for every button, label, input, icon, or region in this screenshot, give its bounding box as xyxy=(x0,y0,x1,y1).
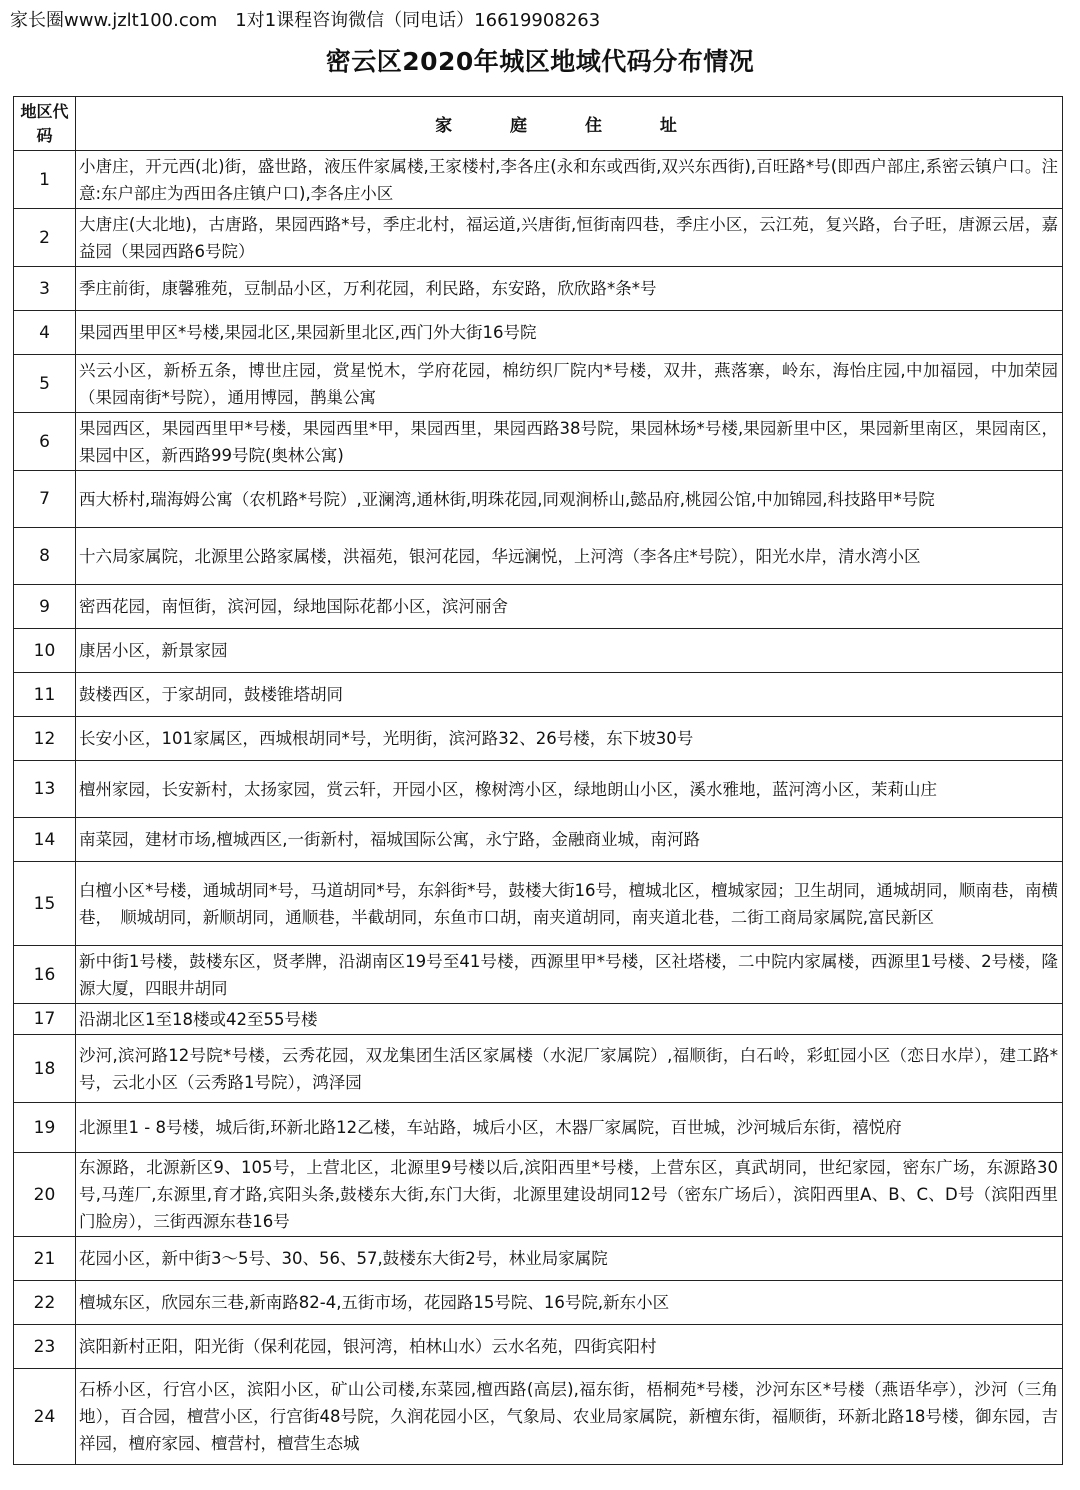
table-row xyxy=(14,151,1063,209)
address-cell: 康居小区，新景家园 xyxy=(76,629,1063,673)
area-code-cell: 7 xyxy=(14,471,76,528)
area-code-cell: 13 xyxy=(14,761,76,818)
address-cell: 西大桥村,瑞海姆公寓（农机路*号院）,亚澜湾,通林街,明珠花园,同观涧桥山,懿品府,桃园公馆,中加锦园,科技路甲*号院 xyxy=(76,471,1063,528)
area-code-cell: 22 xyxy=(14,1281,76,1325)
table-row xyxy=(14,946,1063,1004)
address-cell: 东源路，北源新区9、105号，上营北区，北源里9号楼以后,滨阳西里*号楼，上营东区，真武胡同，世纪家园，密东广场，东源路30号,马莲厂,东源里,育才路,宾阳头条,鼓楼东大街,东门大街，北源里建设胡同12号（密东广场后），滨阳西里A、B、C、D号（滨阳西里门脸房），三街西源东巷16号 xyxy=(76,1153,1063,1237)
area-code-cell: 16 xyxy=(14,946,76,1004)
area-code-cell: 24 xyxy=(14,1369,76,1465)
table-row xyxy=(14,413,1063,471)
area-code-cell: 14 xyxy=(14,818,76,862)
address-cell: 果园西区，果园西里甲*号楼，果园西里*甲，果园西里，果园西路38号院，果园林场*号楼,果园新里中区，果园新里南区，果园南区，果园中区，新西路99号院(奥林公寓) xyxy=(76,413,1063,471)
document-title: 密云区2020年城区地域代码分布情况 xyxy=(325,47,755,76)
address-cell: 鼓楼西区，于家胡同，鼓楼锥塔胡同 xyxy=(76,673,1063,717)
area-code-cell: 8 xyxy=(14,528,76,585)
address-cell: 小唐庄，开元西(北)街，盛世路，液压件家属楼,王家楼村,李各庄(永和东或西街,双兴东西街),百旺路*号(即西户部庄,系密云镇户口。注意:东户部庄为西田各庄镇户口),李各庄小区 xyxy=(76,151,1063,209)
table-row xyxy=(14,1325,1063,1369)
table-row xyxy=(14,355,1063,413)
address-cell: 季庄前街，康馨雅苑，豆制品小区，万利花园，利民路，东安路，欣欣路*条*号 xyxy=(76,267,1063,311)
area-code-cell: 19 xyxy=(14,1103,76,1153)
area-code-cell: 1 xyxy=(14,151,76,209)
address-cell: 檀州家园，长安新村，太扬家园，赏云轩，开园小区，橡树湾小区，绿地朗山小区，溪水雅地，蓝河湾小区，茉莉山庄 xyxy=(76,761,1063,818)
address-cell: 石桥小区，行宫小区，滨阳小区，矿山公司楼,东菜园,檀西路(高层),福东街，梧桐苑*号楼，沙河东区*号楼（燕语华亭），沙河（三角地），百合园，檀营小区，行宫街48号院，久润花园小区，气象局、农业局家属院，新檀东街，福顺街，环新北路18号楼，御东园，吉祥园，檀府家园、檀营村，檀营生态城 xyxy=(76,1369,1063,1465)
table-row xyxy=(14,673,1063,717)
area-code-cell: 9 xyxy=(14,585,76,629)
table-row xyxy=(14,761,1063,818)
area-code-cell: 21 xyxy=(14,1237,76,1281)
area-code-cell: 4 xyxy=(14,311,76,355)
address-cell: 新中街1号楼，鼓楼东区，贤孝牌，沿湖南区19号至41号楼，西源里甲*号楼，区社塔楼，二中院内家属楼，西源里1号楼、2号楼，隆源大厦，四眼井胡同 xyxy=(76,946,1063,1004)
address-cell: 沿湖北区1至18楼或42至55号楼 xyxy=(76,1004,1063,1035)
area-code-cell: 20 xyxy=(14,1153,76,1237)
address-cell: 大唐庄(大北地)，古唐路，果园西路*号，季庄北村，福运道,兴唐街,恒街南四巷，季庄小区，云江苑，复兴路，台子旺，唐源云居，嘉益园（果园西路6号院） xyxy=(76,209,1063,267)
table-row xyxy=(14,1237,1063,1281)
table-row xyxy=(14,629,1063,673)
table-row xyxy=(14,1369,1063,1465)
area-code-cell: 3 xyxy=(14,267,76,311)
area-code-cell: 15 xyxy=(14,862,76,946)
address-cell: 檀城东区，欣园东三巷,新南路82-4,五街市场，花园路15号院、16号院,新东小区 xyxy=(76,1281,1063,1325)
table-row xyxy=(14,717,1063,761)
area-code-cell: 12 xyxy=(14,717,76,761)
column-header-area-code: 地区代码 xyxy=(14,97,76,151)
table-row xyxy=(14,1035,1063,1103)
area-code-cell: 23 xyxy=(14,1325,76,1369)
address-cell: 滨阳新村正阳，阳光街（保利花园，银河湾，柏林山水）云水名苑，四街宾阳村 xyxy=(76,1325,1063,1369)
table-row xyxy=(14,471,1063,528)
table-row xyxy=(14,1004,1063,1035)
address-cell: 花园小区，新中街3～5号、30、56、57,鼓楼东大街2号，林业局家属院 xyxy=(76,1237,1063,1281)
area-code-cell: 18 xyxy=(14,1035,76,1103)
address-cell: 密西花园，南恒街，滨河园，绿地国际花都小区，滨河丽舍 xyxy=(76,585,1063,629)
table-row xyxy=(14,585,1063,629)
area-code-table xyxy=(13,96,1063,1465)
table-row xyxy=(14,209,1063,267)
table-row xyxy=(14,267,1063,311)
table-row xyxy=(14,1103,1063,1153)
table-row xyxy=(14,311,1063,355)
table-row xyxy=(14,1281,1063,1325)
site-header-line: 家长圈www.jzlt100.com 1对1课程咨询微信（同电话）16619908263 xyxy=(10,10,601,31)
address-cell: 沙河,滨河路12号院*号楼，云秀花园，双龙集团生活区家属楼（水泥厂家属院）,福顺街，白石岭，彩虹园小区（恋日水岸），建工路*号，云北小区（云秀路1号院），鸿泽园 xyxy=(76,1035,1063,1103)
area-code-cell: 10 xyxy=(14,629,76,673)
address-cell: 长安小区，101家属区，西城根胡同*号，光明街，滨河路32、26号楼，东下坡30号 xyxy=(76,717,1063,761)
address-cell: 十六局家属院，北源里公路家属楼，洪福苑，银河花园，华远澜悦，上河湾（李各庄*号院），阳光水岸，清水湾小区 xyxy=(76,528,1063,585)
area-code-cell: 2 xyxy=(14,209,76,267)
table-header-row xyxy=(14,97,1063,151)
area-code-cell: 6 xyxy=(14,413,76,471)
address-cell: 白檀小区*号楼，通城胡同*号，马道胡同*号，东斜街*号，鼓楼大街16号，檀城北区，檀城家园；卫生胡同，通城胡同，顺南巷，南横巷， 顺城胡同，新顺胡同，通顺巷，半截胡同，东鱼市口胡，南夹道胡同，南夹道北巷，二街工商局家属院,富民新区 xyxy=(76,862,1063,946)
column-header-address: 家 庭 住 址 xyxy=(76,97,1063,151)
address-cell: 兴云小区，新桥五条，博世庄园，赏星悦木，学府花园，棉纺织厂院内*号楼，双井，燕落寨，岭东，海怡庄园,中加福园，中加荣园（果园南街*号院），通用博园，鹊巢公寓 xyxy=(76,355,1063,413)
table-row xyxy=(14,862,1063,946)
area-code-cell: 11 xyxy=(14,673,76,717)
table-row xyxy=(14,528,1063,585)
address-cell: 南菜园，建材市场,檀城西区,一街新村，福城国际公寓，永宁路，金融商业城，南河路 xyxy=(76,818,1063,862)
table-body xyxy=(14,151,1063,1465)
table-row xyxy=(14,1153,1063,1237)
area-code-cell: 17 xyxy=(14,1004,76,1035)
area-code-cell: 5 xyxy=(14,355,76,413)
address-cell: 北源里1 - 8号楼，城后街,环新北路12乙楼，车站路，城后小区，木器厂家属院，百世城，沙河城后东街，禧悦府 xyxy=(76,1103,1063,1153)
address-cell: 果园西里甲区*号楼,果园北区,果园新里北区,西门外大街16号院 xyxy=(76,311,1063,355)
table-row xyxy=(14,818,1063,862)
